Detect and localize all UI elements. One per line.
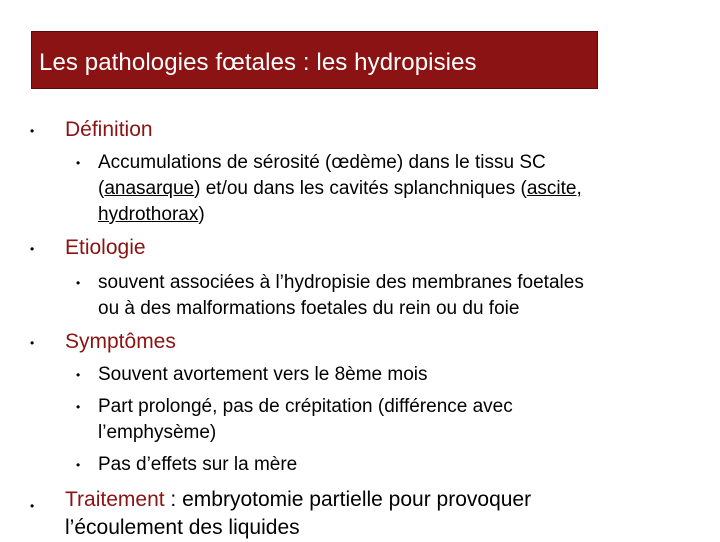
list-item-definition (76, 150, 582, 228)
slide-title: Les pathologies fœtales : les hydropisies (39, 49, 477, 76)
item-line: hydrothorax) (98, 204, 205, 225)
list-item-etiologie (76, 270, 584, 322)
term-anasarque: anasarque (104, 178, 195, 199)
section-heading-etiologie (30, 236, 146, 260)
item-line: Part prolongé, pas de crépitation (différence avec (98, 396, 513, 417)
item-line: Traitement : embryotomie partielle pour provoquer (65, 488, 532, 511)
heading-text: Etiologie (65, 236, 146, 259)
item-line: (anasarque) et/ou dans les cavités splanchniques (ascite, (98, 178, 582, 199)
heading-text: Traitement (65, 488, 165, 511)
bullet-icon: • (76, 156, 81, 170)
section-traitement (30, 486, 532, 542)
bullet-icon: • (30, 124, 35, 138)
term-ascite: ascite, (526, 178, 582, 199)
list-item-symptome (76, 452, 298, 478)
list-item-symptome (76, 362, 428, 388)
bullet-icon: • (30, 336, 35, 350)
section-heading-definition (30, 118, 153, 142)
list-item-symptome (76, 394, 513, 446)
bullet-icon: • (76, 368, 81, 382)
section-heading-symptomes (30, 330, 176, 354)
bullet-icon: • (76, 400, 81, 414)
bullet-icon: • (76, 276, 81, 290)
term-hydrothorax: hydrothorax (98, 204, 199, 225)
item-line: l’emphysème) (98, 422, 217, 443)
item-line: Accumulations de sérosité (œdème) dans le tissu SC (98, 152, 546, 173)
item-line: ou à des malformations foetales du rein ou du foie (98, 298, 520, 319)
bullet-icon: • (76, 458, 81, 472)
heading-text: Symptômes (65, 330, 176, 353)
item-line: souvent associées à l’hydropisie des membranes foetales (98, 272, 584, 293)
bullet-icon: • (30, 242, 35, 256)
bullet-icon: • (30, 499, 35, 513)
heading-text: Définition (65, 118, 153, 141)
item-line: l’écoulement des liquides (65, 516, 300, 539)
item-line: Pas d’effets sur la mère (98, 454, 298, 475)
item-line: Souvent avortement vers le 8ème mois (98, 364, 428, 385)
